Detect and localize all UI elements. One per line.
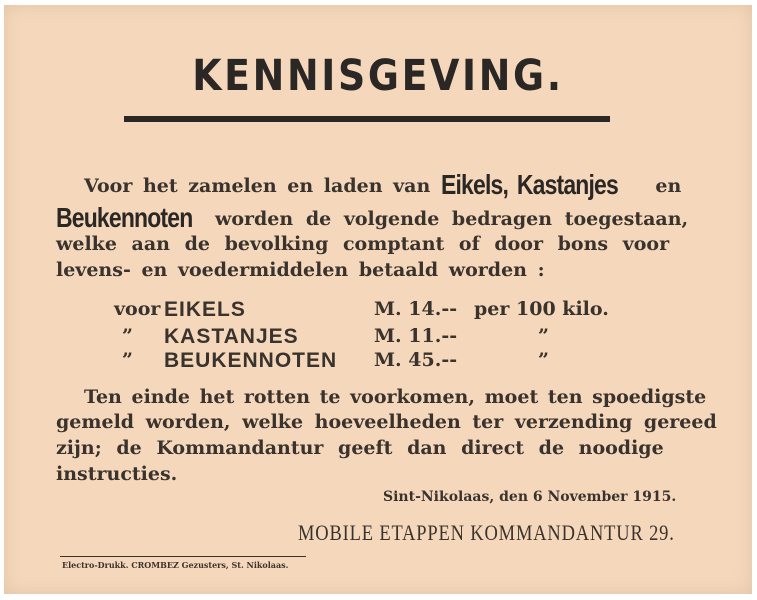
intro-product-beukennoten: Beukennoten xyxy=(56,202,193,233)
closing-line-3: zijn; de Kommandantur geeft dan direct de noodige xyxy=(56,437,664,459)
price-row-prefix: voor xyxy=(114,298,161,320)
closing-line-4: instructies. xyxy=(56,463,178,485)
printer-imprint: Electro-Drukk. CROMBEZ Gezusters, St. Nikolaas. xyxy=(62,560,289,570)
price-row-price: M. 14.-- xyxy=(374,298,458,320)
title-underline xyxy=(124,116,610,122)
intro-line-1-end: en xyxy=(655,175,682,197)
intro-products-eikels-kastanjes: Eikels, Kastanjes xyxy=(440,169,618,200)
price-row-product: KASTANJES xyxy=(164,325,299,348)
price-row-product: BEUKENNOTEN xyxy=(164,349,338,372)
closing-line-1: Ten einde het rotten te voorkomen, moet ten spoedigste xyxy=(84,386,707,408)
intro-line-2-text: worden de volgende bedragen toegestaan, xyxy=(214,208,689,230)
price-row-product: EIKELS xyxy=(164,298,246,321)
printer-divider xyxy=(60,556,306,557)
price-row-prefix: ” xyxy=(122,325,133,347)
intro-line-4: levens- en voedermiddelen betaald worden : xyxy=(56,259,545,281)
notice-title: KENNISGEVING. xyxy=(192,51,564,101)
price-row-price: M. 11.-- xyxy=(374,325,458,347)
signature: MOBILE ETAPPEN KOMMANDANTUR 29. xyxy=(298,520,675,545)
price-row-unit: per 100 kilo. xyxy=(474,298,609,320)
date-line: Sint-Nikolaas, den 6 November 1915. xyxy=(383,489,677,505)
price-row-ditto: ” xyxy=(538,349,549,371)
intro-line-1-text: Voor het zamelen en laden van xyxy=(84,175,431,197)
intro-line-2 xyxy=(56,202,689,234)
notice-poster xyxy=(4,5,752,594)
intro-line-1 xyxy=(84,169,684,201)
price-row-prefix: ” xyxy=(122,349,133,371)
price-row-ditto: ” xyxy=(538,325,549,347)
closing-line-2: gemeld worden, welke hoeveelheden ter verzending gereed xyxy=(56,411,717,433)
intro-line-3: welke aan de bevolking comptant of door bons voor xyxy=(56,233,670,255)
price-row-price: M. 45.-- xyxy=(374,349,458,371)
